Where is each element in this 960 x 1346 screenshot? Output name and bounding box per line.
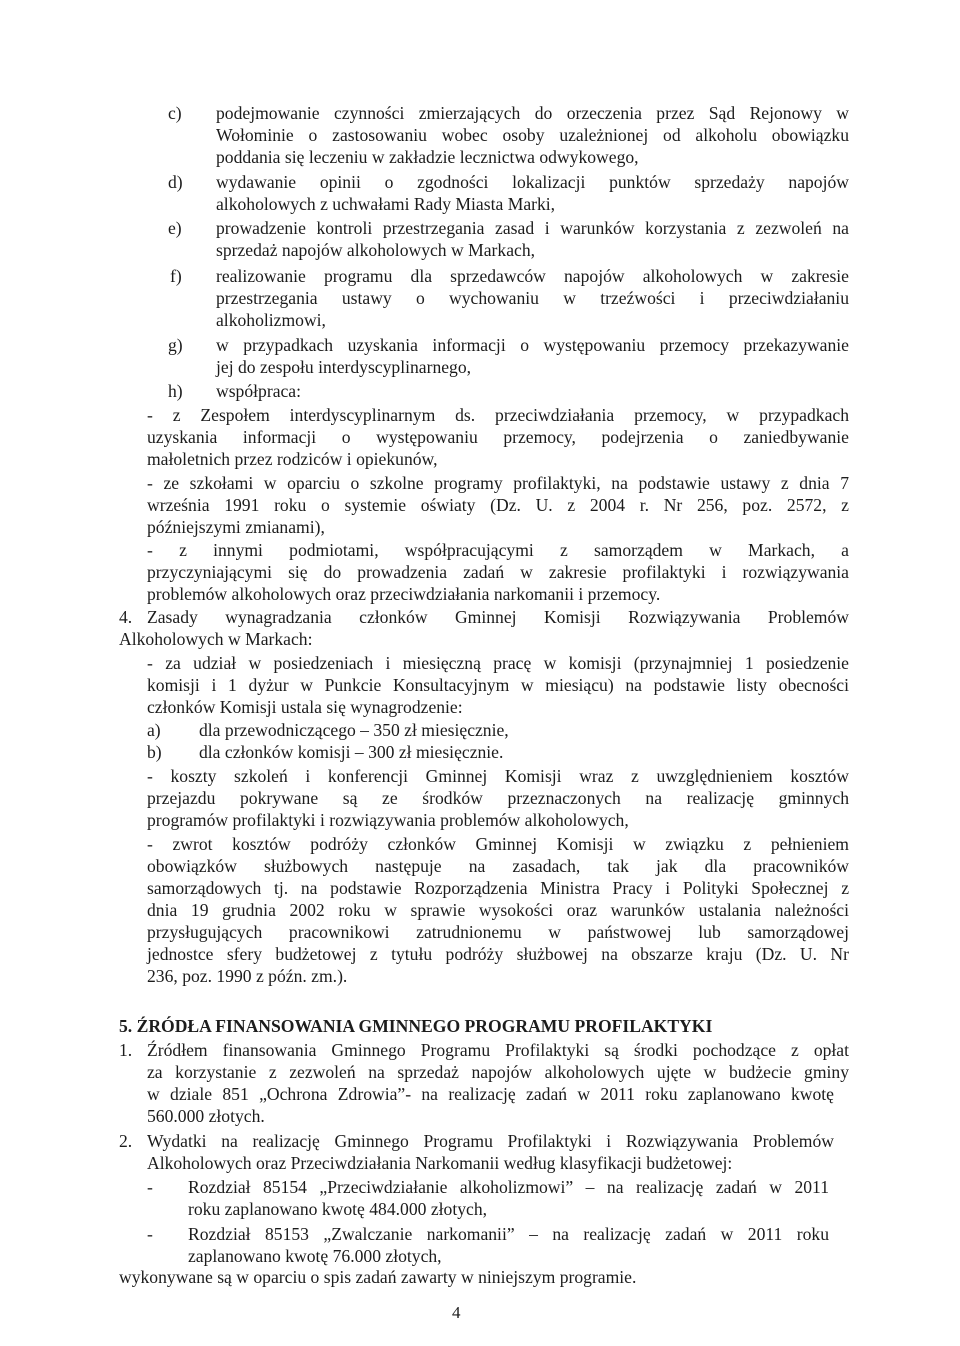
section-5-item-2-line-2: Alkoholowych oraz Przeciwdziałania Narkomanii według klasyfikacji budżetowej: — [147, 1153, 733, 1173]
cooperation-1-line-2: uzyskania informacji o występowaniu przemocy, podejrzenia o zaniedbywanie — [147, 427, 849, 447]
section-5-item-1-line-4: 560.000 złotych. — [147, 1106, 265, 1126]
list-label-e: e) — [168, 218, 182, 238]
section-5-closing: wykonywane są w oparciu o spis zadań zawarty w niniejszym programie. — [119, 1267, 637, 1287]
list-item-f-line-1: realizowanie programu dla sprzedawców napojów alkoholowych w zakresie — [216, 266, 849, 286]
cooperation-2-line-3: późniejszymi zmianami), — [147, 517, 325, 537]
list-label-d: d) — [168, 172, 183, 192]
section-5-heading: 5. ŹRÓDŁA FINANSOWANIA GMINNEGO PROGRAMU PROFILAKTYKI — [119, 1016, 713, 1036]
list-label-f: f) — [170, 266, 182, 286]
section-4-training-line-3: programów profilaktyki i rozwiązywania problemów alkoholowych, — [147, 810, 629, 830]
section-5-item-1-number: 1. — [119, 1040, 133, 1060]
section-4-travel-line-4: dnia 19 grudnia 2002 roku w sprawie wysokości oraz warunków ustalania należności — [147, 900, 849, 920]
cooperation-1-line-1: - z Zespołem interdyscyplinarnym ds. przeciwdziałania przemocy, w przypadkach — [147, 405, 849, 425]
rate-a-text: dla przewodniczącego – 350 zł miesięcznie, — [199, 720, 509, 740]
section-4-intro-line-2: komisji i 1 dyżur w Punkcie Konsultacyjnym w miesiącu) na podstawie listy obecności — [147, 675, 849, 695]
rate-label-b: b) — [147, 742, 162, 762]
section-4-number: 4. — [119, 607, 133, 627]
section-4-travel-line-5: przysługujących pracownikowi zatrudnionemu w państwowej lub samorządowej — [147, 922, 849, 942]
budget-item-1-dash: - — [147, 1177, 153, 1197]
section-5-item-2-line-1: Wydatki na realizację Gminnego Programu Profilaktyki i Rozwiązywania Problemów — [147, 1131, 834, 1151]
list-item-f-line-3: alkoholizmowi, — [216, 310, 326, 330]
section-4-travel-line-7: 236, poz. 1990 z późn. zm.). — [147, 966, 348, 986]
list-item-e-line-2: sprzedaż napojów alkoholowych w Markach, — [216, 240, 536, 260]
list-label-h: h) — [168, 381, 183, 401]
rate-label-a: a) — [147, 720, 161, 740]
budget-item-2-dash: - — [147, 1224, 153, 1244]
budget-item-2-line-2: zaplanowano kwotę 76.000 złotych, — [188, 1246, 442, 1266]
cooperation-2-line-2: września 1991 roku o systemie oświaty (Dz. U. z 2004 r. Nr 256, poz. 2572, z — [147, 495, 849, 515]
section-4-intro-line-3: członków Komisji ustala się wynagrodzenie: — [147, 697, 463, 717]
list-item-e-line-1: prowadzenie kontroli przestrzegania zasad i warunków korzystania z zezwoleń na — [216, 218, 849, 238]
list-item-f-line-2: przestrzegania ustawy o wychowaniu w trzeźwości i przeciwdziałaniu — [216, 288, 849, 308]
section-4-training-line-2: przejazdu pokrywane są ze środków przeznaczonych na realizację gminnych — [147, 788, 849, 808]
list-label-g: g) — [168, 335, 183, 355]
list-item-c-line-2: Wołominie o zastosowaniu wobec osoby uzależnionej od alkoholu obowiązku — [216, 125, 849, 145]
cooperation-1-line-3: małoletnich przez rodziców i opiekunów, — [147, 449, 438, 469]
list-item-g-line-2: jej do zespołu interdyscyplinarnego, — [216, 357, 472, 377]
section-4-heading-line-1: Zasady wynagradzania członków Gminnej Komisji Rozwiązywania Problemów — [147, 607, 849, 627]
section-5-item-2-number: 2. — [119, 1131, 133, 1151]
section-5-item-1-line-1: Źródłem finansowania Gminnego Programu Profilaktyki są środki pochodzące z opłat — [147, 1040, 849, 1060]
list-item-g-line-1: w przypadkach uzyskania informacji o występowaniu przemocy przekazywanie — [216, 335, 849, 355]
list-item-h-line-1: współpraca: — [216, 381, 302, 401]
budget-item-1-line-1: Rozdział 85154 „Przeciwdziałanie alkoholizmowi” – na realizację zadań w 2011 — [188, 1177, 829, 1197]
page-number: 4 — [452, 1303, 461, 1322]
section-5-item-1-line-2: za korzystanie z zezwoleń na sprzedaż napojów alkoholowych ujęte w budżecie gminy — [147, 1062, 849, 1082]
list-label-c: c) — [168, 103, 182, 123]
section-4-travel-line-3: samorządowych tj. na podstawie Rozporządzenia Ministra Pracy i Polityki Społecznej z — [147, 878, 849, 898]
section-4-travel-line-1: - zwrot kosztów podróży członków Gminnej Komisji w związku z pełnieniem — [147, 834, 849, 854]
rate-b-text: dla członków komisji – 300 zł miesięcznie. — [199, 742, 504, 762]
list-item-c-line-3: poddania się leczeniu w zakładzie lecznictwa odwykowego, — [216, 147, 639, 167]
section-4-training-line-1: - koszty szkoleń i konferencji Gminnej Komisji wraz z uwzględnieniem kosztów — [147, 766, 849, 786]
section-4-travel-line-2: obowiązków służbowych następuje na zasadach, tak jak dla pracowników — [147, 856, 849, 876]
list-item-d-line-2: alkoholowych z uchwałami Rady Miasta Marki, — [216, 194, 556, 214]
list-item-d-line-1: wydawanie opinii o zgodności lokalizacji punktów sprzedaży napojów — [216, 172, 849, 192]
list-item-c-line-1: podejmowanie czynności zmierzających do orzeczenia przez Sąd Rejonowy w — [216, 103, 849, 123]
cooperation-3-line-2: przyczyniającymi się do prowadzenia zadań w zakresie profilaktyki i rozwiązywania — [147, 562, 849, 582]
cooperation-3-line-3: problemów alkoholowych oraz przeciwdziałania narkomanii i przemocy. — [147, 584, 661, 604]
section-5-item-1-line-3: w dziale 851 „Ochrona Zdrowia”- na realizację zadań w 2011 roku zaplanowano kwotę — [147, 1084, 834, 1104]
budget-item-2-line-1: Rozdział 85153 „Zwalczanie narkomanii” – na realizację zadań w 2011 roku — [188, 1224, 829, 1244]
section-4-intro-line-1: - za udział w posiedzeniach i miesięczną pracę w komisji (przynajmniej 1 posiedzenie — [147, 653, 849, 673]
cooperation-3-line-1: - z innymi podmiotami, współpracującymi z samorządem w Markach, a — [147, 540, 849, 560]
section-4-travel-line-6: jednostce sfery budżetowej z tytułu podróży służbowej na obszarze kraju (Dz. U. Nr — [147, 944, 849, 964]
section-4-heading-line-2: Alkoholowych w Markach: — [119, 629, 313, 649]
budget-item-1-line-2: roku zaplanowano kwotę 484.000 złotych, — [188, 1199, 488, 1219]
cooperation-2-line-1: - ze szkołami w oparciu o szkolne programy profilaktyki, na podstawie ustawy z dnia 7 — [147, 473, 849, 493]
